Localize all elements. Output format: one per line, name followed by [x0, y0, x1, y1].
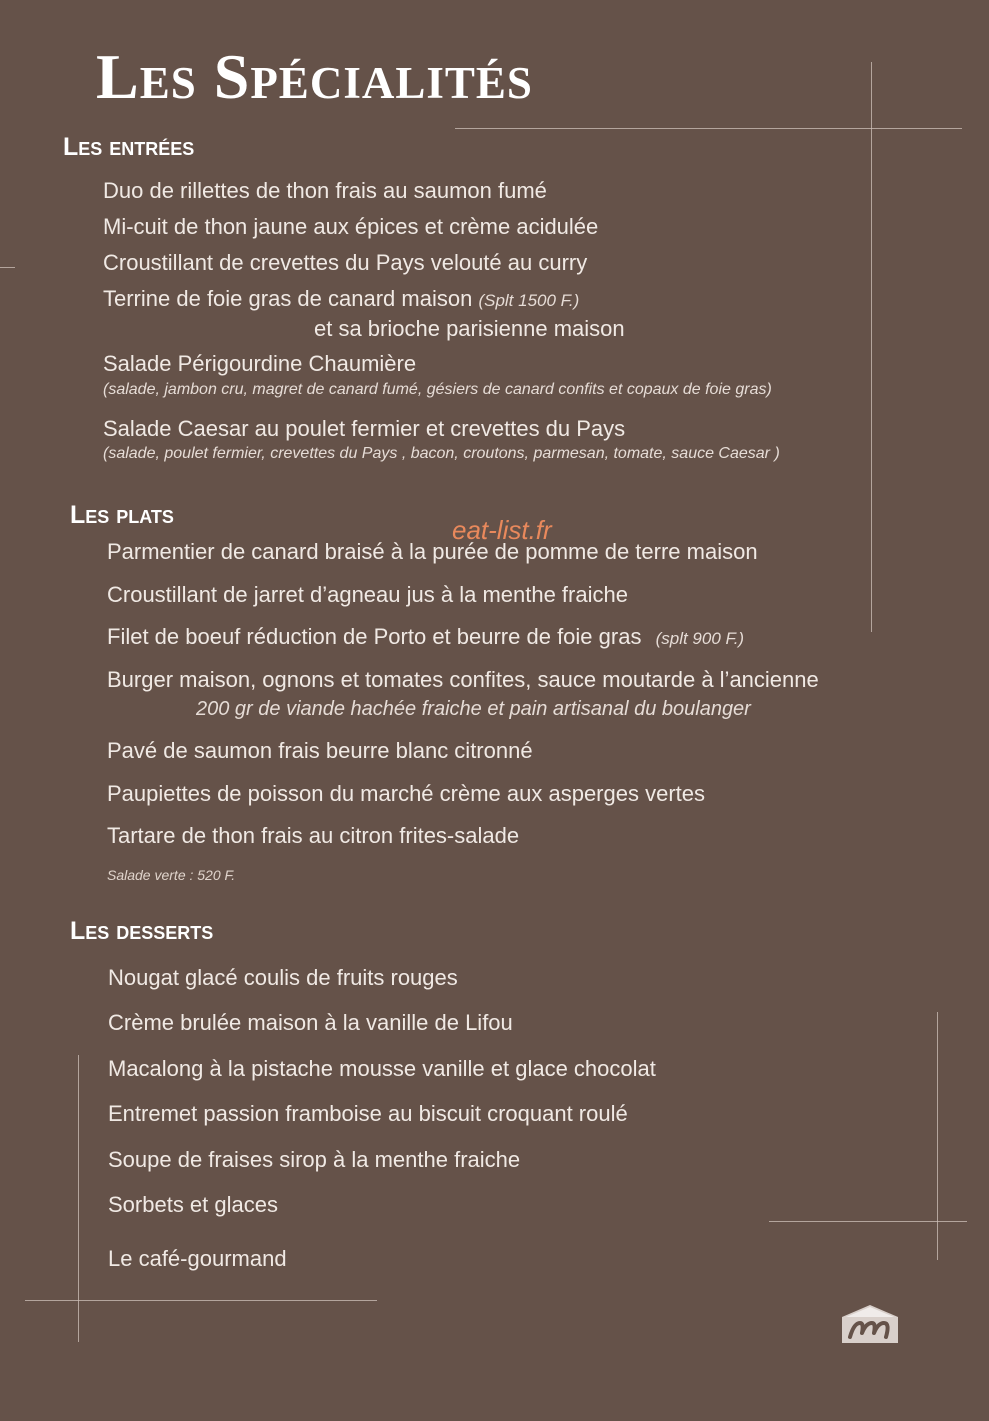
- menu-item-description: (salade, jambon cru, magret de canard fumé, gésiers de canard confits et copaux de foie gras): [103, 381, 772, 398]
- divider-bottom-right: [769, 1221, 967, 1222]
- divider-top-right: [455, 128, 962, 129]
- menu-item-filet: [107, 624, 744, 650]
- menu-item: Nougat glacé coulis de fruits rouges: [108, 965, 458, 990]
- section-title-plats: Les plats: [70, 501, 174, 529]
- watermark: eat-list.fr: [452, 515, 552, 545]
- section-title-entrees: Les entrées: [63, 133, 195, 161]
- menu-item: Paupiettes de poisson du marché crème aux asperges vertes: [107, 781, 705, 806]
- divider-vertical-right: [871, 62, 872, 632]
- menu-item: Crème brulée maison à la vanille de Lifou: [108, 1010, 513, 1035]
- menu-item-label: Terrine de foie gras de canard maison: [103, 286, 473, 311]
- menu-item-foie-gras: [103, 286, 579, 312]
- divider-vertical-bottom-right: [937, 1012, 938, 1260]
- menu-item: Croustillant de crevettes du Pays velouté au curry: [103, 250, 588, 275]
- menu-item: Burger maison, ognons et tomates confites, sauce moutarde à l’ancienne: [107, 667, 819, 692]
- section-title-desserts: Les desserts: [70, 917, 214, 945]
- menu-item: Tartare de thon frais au citron frites-salade: [107, 823, 520, 848]
- menu-item: Pavé de saumon frais beurre blanc citronné: [107, 738, 533, 763]
- supplement-note: (Splt 1500 F.): [478, 291, 580, 310]
- menu-item-description: 200 gr de viande hachée fraiche et pain artisanal du boulanger: [196, 698, 751, 720]
- menu-item: Soupe de fraises sirop à la menthe fraiche: [108, 1147, 521, 1172]
- menu-item: Parmentier de canard braisé à la purée de pomme de terre maison: [107, 539, 758, 564]
- supplement-note: (splt 900 F.): [655, 629, 745, 648]
- house-m-logo-icon: [838, 1303, 902, 1345]
- divider-vertical-bottom-left: [78, 1055, 79, 1342]
- page-title: Les Spécialités: [96, 41, 533, 112]
- menu-item: Le café-gourmand: [108, 1246, 287, 1271]
- menu-item-label: Filet de boeuf réduction de Porto et beurre de foie gras: [107, 624, 642, 649]
- menu-item: Macalong à la pistache mousse vanille et glace chocolat: [108, 1056, 656, 1081]
- menu-item: Entremet passion framboise au biscuit croquant roulé: [108, 1101, 628, 1126]
- menu-item-description: (salade, poulet fermier, crevettes du Pays , bacon, croutons, parmesan, tomate, sauce Caesar ): [103, 445, 780, 462]
- menu-item-continuation: et sa brioche parisienne maison: [314, 316, 625, 341]
- menu-item: Sorbets et glaces: [108, 1192, 278, 1217]
- side-dish-note: Salade verte : 520 F.: [107, 867, 236, 883]
- menu-item: Duo de rillettes de thon frais au saumon fumé: [103, 178, 547, 203]
- menu-item: Croustillant de jarret d’agneau jus à la menthe fraiche: [107, 582, 628, 607]
- menu-item: Salade Caesar au poulet fermier et crevettes du Pays: [103, 416, 626, 441]
- menu-item: Salade Périgourdine Chaumière: [103, 351, 417, 376]
- divider-bottom-left: [25, 1300, 377, 1301]
- divider-left-tick: [0, 267, 15, 268]
- menu-item: Mi-cuit de thon jaune aux épices et crème acidulée: [103, 214, 599, 239]
